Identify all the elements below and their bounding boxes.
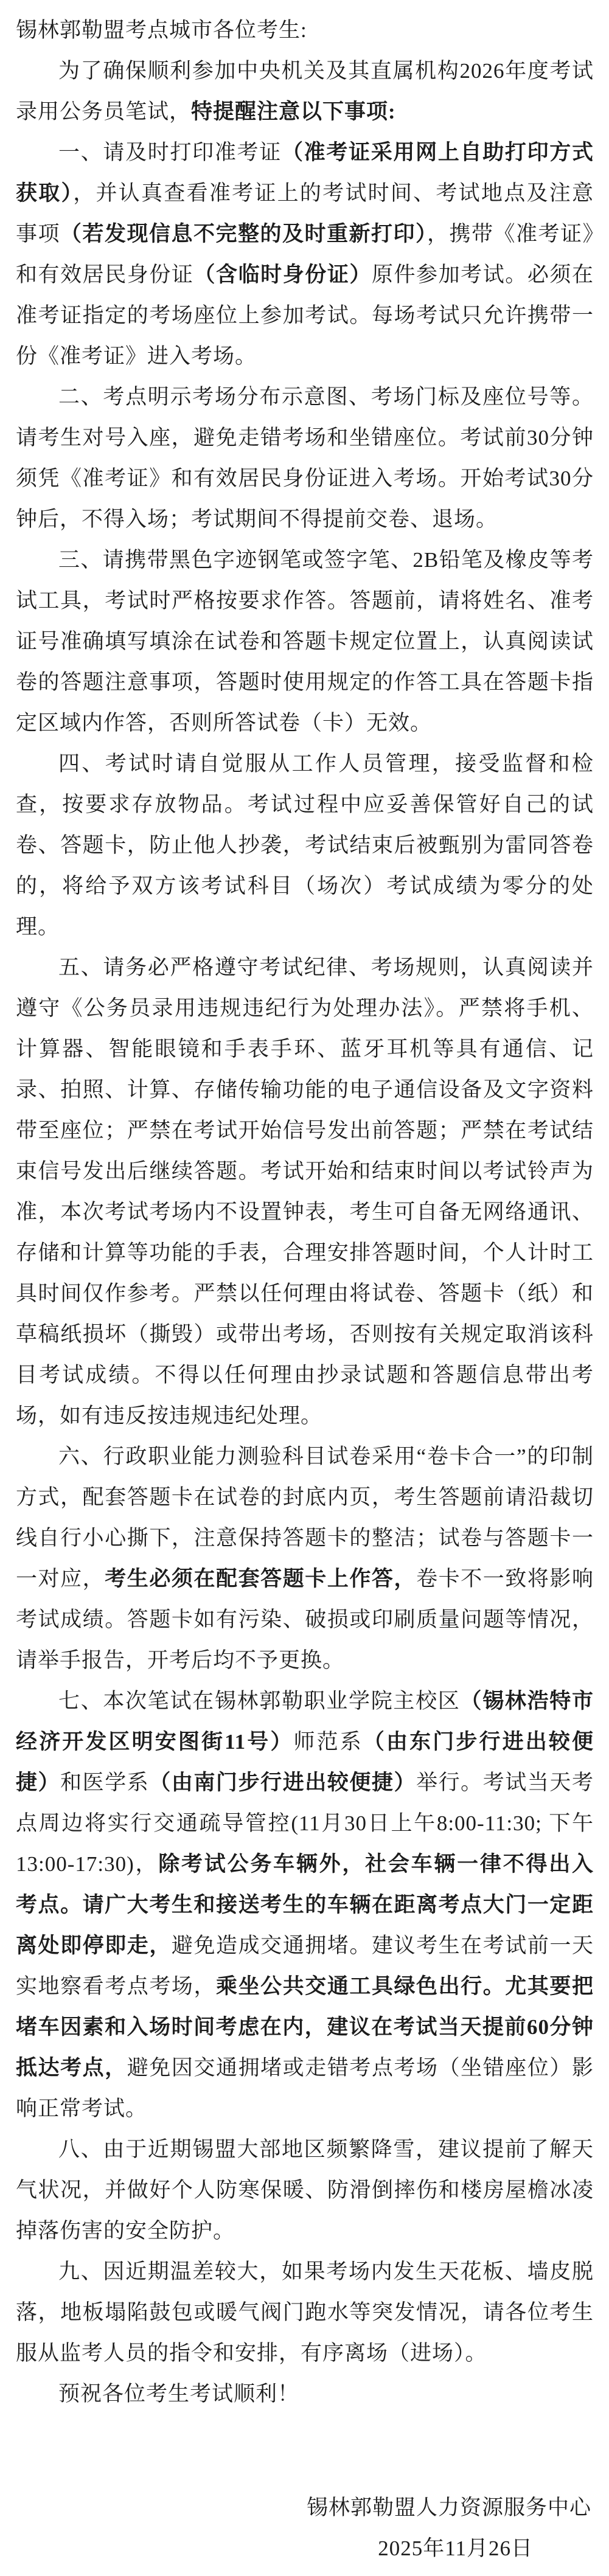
emphasized-text: （由南门步行进出较便捷） bbox=[149, 1771, 417, 1794]
body-text: ，并认真查看准考证上的考试时间、考试地点及注意事项 bbox=[16, 181, 594, 246]
emphasized-text: 特提醒注意以下事项: bbox=[191, 100, 396, 123]
body-text: 三、请携带黑色字迹钢笔或签字笔、2B铅笔及橡皮等考试工具，考试时严格按要求作答。答题前，请将姓名、准考证号准确填写填涂在试卷和答题卡规定位置上，认真阅读试卷的答题注意事项，答题时使用规定的作答工具在答题卡指定区域内作答，否则所答试卷（卡）无效。 bbox=[16, 548, 594, 735]
emphasized-text: （锡林浩特市经济开发区明安图街11号） bbox=[16, 1689, 594, 1754]
notice-paragraph bbox=[16, 1681, 594, 2129]
body-text: 为了确保顺利参加中央机关及其直属机构2026年度考试录用公务员笔试， bbox=[16, 59, 594, 123]
body-text: 师范系 bbox=[293, 1730, 363, 1754]
emphasized-text: 考生必须在配套答题卡上作答， bbox=[105, 1567, 417, 1591]
body-text: 六、行政职业能力测验科目试卷采用“卷卡合一”的印制方式，配套答题卡在试卷的封底内页，考生答题前请沿裁切线自行小心撕下，注意保持答题卡的整洁；试卷与答题卡一一对应， bbox=[16, 1445, 594, 1591]
issuer-signature: 锡林郭勒盟人力资源服务中心 bbox=[306, 2496, 591, 2519]
notice-paragraph bbox=[16, 947, 594, 1436]
notice-paragraph bbox=[16, 2129, 594, 2251]
emphasized-text: （准考证采用网上自助打印方式获取） bbox=[16, 141, 594, 205]
notice-paragraph bbox=[16, 50, 594, 132]
body-text: 避免因交通拥堵或走错考点考场（坐错座位）影响正常考试。 bbox=[16, 2056, 594, 2120]
notice-body bbox=[16, 50, 594, 2373]
notice-paragraph bbox=[16, 1436, 594, 1681]
body-text: 避免造成交通拥堵。建议考生在考试前一天实地察看考点考场， bbox=[16, 1934, 594, 1998]
body-text: 和医学系 bbox=[60, 1771, 150, 1794]
emphasized-text: 乘坐公共交通工具绿色出行。尤其要把堵车因素和入场时间考虑在内，建议在考试当天提前60分钟抵达考点， bbox=[16, 1974, 594, 2080]
body-text: 举行。考试当天考点周边将实行交通疏导管控(11月30日上午8:00-11:30; 下午13:00-17:30)， bbox=[16, 1771, 594, 1876]
emphasized-text: （若发现信息不完整的及时重新打印） bbox=[60, 222, 427, 246]
closing-wish: 预祝各位考生考试顺利！ bbox=[58, 2382, 300, 2406]
greeting-line: 锡林郭勒盟考点城市各位考生: bbox=[16, 18, 307, 42]
body-text: 八、由于近期锡盟大部地区频繁降雪，建议提前了解天气状况，并做好个人防寒保暖、防滑倒摔伤和楼房屋檐冰凌掉落伤害的安全防护。 bbox=[16, 2137, 594, 2243]
body-text: 二、考点明示考场分布示意图、考场门标及座位号等。请考生对号入座，避免走错考场和坐错座位。考试前30分钟须凭《准考证》和有效居民身份证进入考场。开始考试30分钟后，不得入场；考试期间不得提前交卷、退场。 bbox=[16, 385, 594, 531]
notice-paragraph bbox=[16, 540, 594, 743]
body-text: 七、本次笔试在锡林郭勒职业学院主校区 bbox=[58, 1689, 461, 1713]
notice-paragraph bbox=[16, 2251, 594, 2373]
body-text: 原件参加考试。必须在准考证指定的考场座位上参加考试。每场考试只允许携带一份《准考证》进入考场。 bbox=[16, 263, 594, 368]
issue-date: 2025年11月26日 bbox=[378, 2536, 533, 2560]
notice-paragraph bbox=[16, 377, 594, 540]
body-text: ，携带《准考证》和有效居民身份证 bbox=[16, 222, 594, 286]
emphasized-text: （含临时身份证） bbox=[193, 263, 372, 286]
body-text: 四、考试时请自觉服从工作人员管理，接受监督和检查，按要求存放物品。考试过程中应妥善保管好自己的试卷、答题卡，防止他人抄袭，考试结束后被甄别为雷同答卷的，将给予双方该考试科目（场次）考试成绩为零分的处理。 bbox=[16, 752, 594, 939]
body-text: 九、因近期温差较大，如果考场内发生天花板、墙皮脱落，地板塌陷鼓包或暖气阀门跑水等突发情况，请各位考生服从监考人员的指令和安排，有序离场（进场）。 bbox=[16, 2260, 594, 2365]
body-text: 卷卡不一致将影响考试成绩。答题卡如有污染、破损或印刷质量问题等情况，请举手报告，开考后均不予更换。 bbox=[16, 1567, 594, 1672]
notice-paragraph bbox=[16, 743, 594, 947]
notice-paragraph bbox=[16, 132, 594, 377]
emphasized-text: 除考试公务车辆外，社会车辆一律不得出入考点。请广大考生和接送考生的车辆在距离考点大门一定距离处即停即走， bbox=[16, 1852, 594, 1957]
emphasized-text: （由东门步行进出较便捷） bbox=[16, 1730, 594, 1794]
body-text: 一、请及时打印准考证 bbox=[58, 141, 282, 164]
body-text: 五、请务必严格遵守考试纪律、考场规则，认真阅读并遵守《公务员录用违规违纪行为处理办法》。严禁将手机、计算器、智能眼镜和手表手环、蓝牙耳机等具有通信、记录、拍照、计算、存储传输功能的电子通信设备及文字资料带至座位；严禁在考试开始信号发出前答题；严禁在考试结束信号发出后继续答题。考试开始和结束时间以考试铃声为准，本次考试考场内不设置钟表，考生可自备无网络通讯、存储和计算等功能的手表，合理安排答题时间，个人计时工具时间仅作参考。严禁以任何理由将试卷、答题卡（纸）和草稿纸损坏（撕毁）或带出考场，否则按有关规定取消该科目考试成绩。不得以任何理由抄录试题和答题信息带出考场，如有违反按违规违纪处理。 bbox=[16, 956, 594, 1428]
